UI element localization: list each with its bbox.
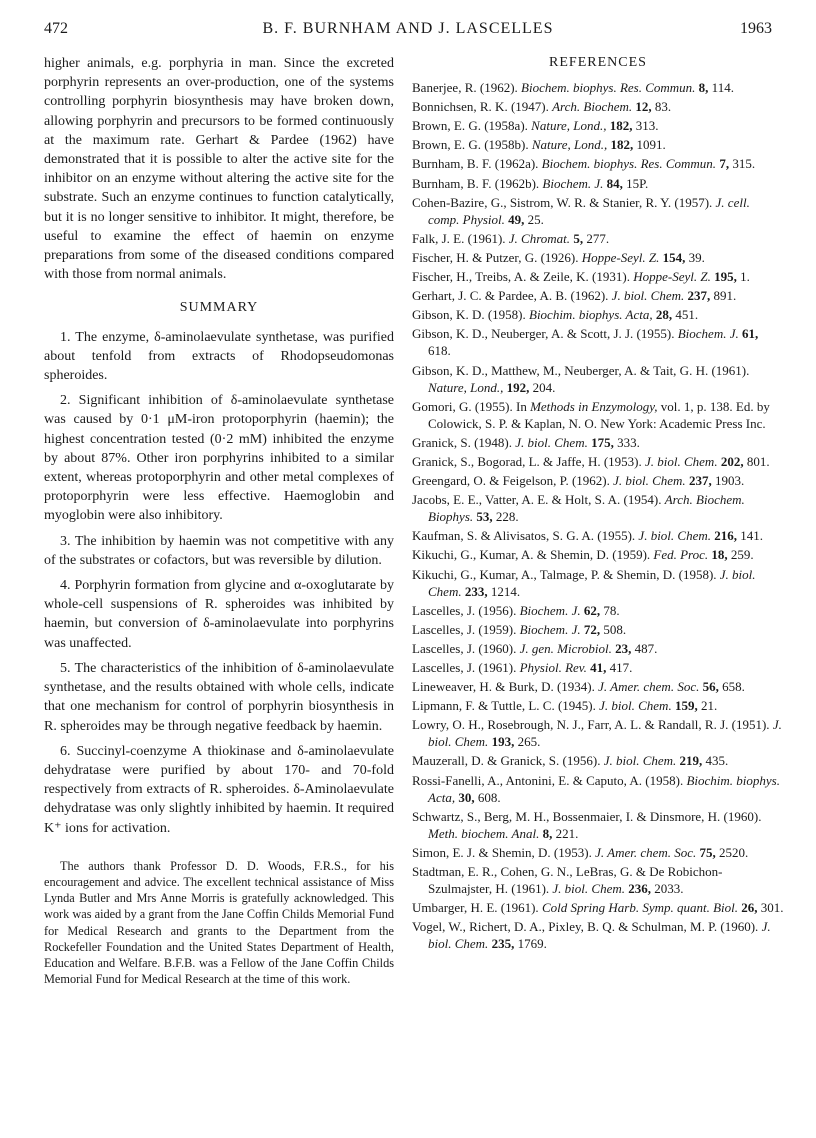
journal-year: 1963 bbox=[740, 20, 772, 37]
reference-pages: 25. bbox=[527, 211, 544, 227]
reference-entry bbox=[412, 697, 784, 714]
reference-volume: 84, bbox=[606, 175, 623, 191]
reference-journal: Fed. Proc. bbox=[653, 547, 709, 563]
reference-authors: Granick, S. (1948). bbox=[412, 434, 513, 450]
reference-volume: 56, bbox=[702, 679, 719, 695]
reference-authors: Fischer, H. & Putzer, G. (1926). bbox=[412, 249, 579, 265]
summary-list bbox=[44, 328, 394, 838]
reference-volume: 41, bbox=[590, 660, 607, 675]
reference-authors: Kikuchi, G., Kumar, A. & Shemin, D. (1959). bbox=[412, 547, 651, 563]
reference-pages: 228. bbox=[495, 509, 519, 525]
references-heading: REFERENCES bbox=[549, 55, 647, 70]
reference-volume: 235, bbox=[491, 936, 515, 952]
reference-journal: J. Amer. chem. Soc. bbox=[595, 844, 697, 860]
reference-journal: Meth. biochem. Anal. bbox=[428, 825, 540, 841]
reference-pages: 1214. bbox=[490, 583, 521, 599]
reference-authors: Gomori, G. (1955). In bbox=[412, 398, 527, 414]
reference-volume: 233, bbox=[464, 583, 488, 599]
reference-entry bbox=[412, 287, 784, 304]
reference-journal: J. biol. Chem. bbox=[515, 434, 588, 450]
reference-pages: 2033. bbox=[654, 881, 684, 897]
reference-volume: 72, bbox=[583, 621, 601, 637]
reference-authors: Brown, E. G. (1958a). bbox=[412, 118, 528, 134]
reference-entry bbox=[412, 918, 784, 952]
reference-journal: J. Chromat. bbox=[508, 230, 571, 246]
summary-item-4: 4. Porphyrin formation from glycine and α-oxoglutarate by whole-cell suspensions of R. spheroides was inhibited by haemin, but conversion of δ-aminolaevulate into porphyrins was unaffected. bbox=[44, 578, 394, 651]
right-column bbox=[412, 54, 784, 955]
reference-journal: Biochem. biophys. Res. Commun. bbox=[521, 80, 696, 96]
reference-authors: Brown, E. G. (1958b). bbox=[412, 137, 529, 153]
reference-authors: Gibson, K. D. (1958). bbox=[412, 307, 526, 323]
reference-authors: Schwartz, S., Berg, M. H., Bossenmaier, I. & Dinsmore, H. (1960). bbox=[412, 808, 762, 824]
reference-pages: 891. bbox=[713, 288, 737, 304]
reference-journal: Biochim. biophys. Acta, bbox=[529, 307, 653, 323]
reference-journal: Arch. Biochem. Biophys. bbox=[428, 492, 745, 525]
reference-volume: 5, bbox=[573, 230, 584, 246]
reference-authors: Vogel, W., Richert, D. A., Pixley, B. Q. & Schulman, M. P. (1960). bbox=[412, 919, 759, 935]
reference-journal: J. gen. Microbiol. bbox=[519, 640, 612, 656]
reference-volume: 192, bbox=[506, 379, 530, 395]
reference-volume: 8, bbox=[698, 80, 709, 96]
reference-entry bbox=[412, 640, 784, 657]
reference-pages: 265. bbox=[517, 734, 541, 750]
reference-pages: 315. bbox=[732, 156, 756, 172]
reference-journal: Hoppe-Seyl. Z. bbox=[581, 249, 660, 265]
reference-entry bbox=[412, 678, 784, 695]
reference-authors: Fischer, H., Treibs, A. & Zeile, K. (1931). bbox=[412, 269, 630, 285]
running-title-authors: B. F. BURNHAM AND J. LASCELLES bbox=[262, 20, 554, 37]
reference-authors: Kaufman, S. & Alivisatos, S. G. A. (1955). bbox=[412, 528, 636, 544]
reference-entry bbox=[412, 808, 784, 842]
reference-journal: Biochim. biophys. Acta, bbox=[428, 772, 780, 805]
reference-journal: J. biol. Chem. bbox=[638, 528, 711, 544]
reference-pages: vol. 1, p. 138. Ed. by Colowick, S. P. & Kaplan, N. O. New York: Academic Press Inc. bbox=[428, 398, 770, 431]
reference-authors: Umbarger, H. E. (1961). bbox=[412, 900, 539, 916]
reference-authors: Cohen-Bazire, G., Sistrom, W. R. & Stanier, R. Y. (1957). bbox=[412, 194, 713, 210]
reference-volume: 30, bbox=[458, 789, 475, 805]
reference-volume: 49, bbox=[508, 211, 525, 227]
reference-entry bbox=[412, 472, 784, 489]
reference-journal: Nature, Lond., bbox=[531, 118, 607, 134]
reference-entry bbox=[412, 659, 784, 676]
reference-authors: Banerjee, R. (1962). bbox=[412, 80, 518, 96]
reference-entry bbox=[412, 602, 784, 619]
reference-authors: Falk, J. E. (1961). bbox=[412, 230, 506, 246]
reference-journal: Biochem. J. bbox=[677, 326, 739, 342]
reference-volume: 182, bbox=[609, 118, 633, 134]
reference-entry bbox=[412, 434, 784, 451]
reference-pages: 39. bbox=[688, 249, 705, 265]
reference-volume: 18, bbox=[711, 547, 728, 563]
reference-pages: 259. bbox=[730, 547, 754, 563]
reference-volume: 175, bbox=[591, 434, 614, 450]
reference-journal: Biochem. J. bbox=[519, 621, 581, 637]
reference-entry bbox=[412, 566, 784, 600]
reference-pages: 15P. bbox=[626, 175, 649, 191]
reference-journal: Methods in Enzymology, bbox=[530, 398, 658, 414]
reference-pages: 2520. bbox=[719, 844, 749, 860]
reference-pages: 658. bbox=[722, 679, 745, 695]
reference-volume: 62, bbox=[583, 602, 601, 618]
reference-entry bbox=[412, 230, 784, 247]
reference-entry bbox=[412, 362, 784, 396]
reference-journal: Arch. Biochem. bbox=[552, 99, 633, 115]
reference-pages: 301. bbox=[760, 900, 784, 916]
reference-entry bbox=[412, 79, 784, 96]
acknowledgement: The authors thank Professor D. D. Woods, F.R.S., for his encouragement and advice. The excellent technical assistance of Miss Lynda Butler and Mrs Anne Morris is gratefully acknowledged. This work was aided by a grant from the Jane Coffin Childs Memorial Fund for Medical Research and grants to the Department from the Rockefeller Foundation and the United States Department of Health, Education and Welfare. B.F.B. was a Fellow of the Jane Coffin Childs Memorial Fund for Medical Research at the time of this work. bbox=[44, 858, 394, 987]
reference-volume: 195, bbox=[714, 269, 737, 285]
reference-authors: Mauzerall, D. & Granick, S. (1956). bbox=[412, 753, 601, 769]
reference-entry bbox=[412, 268, 784, 285]
reference-volume: 159, bbox=[674, 698, 698, 714]
reference-volume: 154, bbox=[662, 249, 686, 265]
reference-authors: Lascelles, J. (1956). bbox=[412, 602, 517, 618]
summary-item-3: 3. The inhibition by haemin was not competitive with any of the substrates or cofactors, but was reversible by dilution. bbox=[44, 533, 394, 568]
reference-list bbox=[412, 79, 784, 952]
reference-entry bbox=[412, 716, 784, 750]
reference-authors: Rossi-Fanelli, A., Antonini, E. & Caputo, A. (1958). bbox=[412, 772, 684, 788]
reference-pages: 451. bbox=[675, 307, 699, 323]
reference-authors: Granick, S., Bogorad, L. & Jaffe, H. (1953). bbox=[412, 453, 642, 469]
reference-volume: 61, bbox=[742, 326, 759, 342]
reference-journal: J. Amer. chem. Soc. bbox=[598, 679, 700, 695]
page-number: 472 bbox=[44, 20, 68, 37]
reference-pages: 487. bbox=[634, 640, 658, 656]
reference-journal: J. cell. comp. Physiol. bbox=[428, 194, 750, 227]
reference-pages: 801. bbox=[746, 453, 770, 469]
reference-volume: 12, bbox=[635, 99, 652, 115]
reference-entry bbox=[412, 844, 784, 861]
reference-pages: 21. bbox=[700, 698, 718, 714]
reference-authors: Lowry, O. H., Rosebrough, N. J., Farr, A. L. & Randall, R. J. (1951). bbox=[412, 717, 770, 733]
reference-volume: 219, bbox=[679, 753, 703, 769]
reference-authors: Lascelles, J. (1959). bbox=[412, 621, 517, 637]
reference-entry bbox=[412, 527, 784, 544]
summary-item-1: 1. The enzyme, δ-aminolaevulate synthetase, was purified about tenfold from extracts of Rhodopseudomonas spheroides. bbox=[44, 329, 394, 384]
reference-pages: 141. bbox=[740, 528, 763, 544]
discussion-paragraph: higher animals, e.g. porphyria in man. Since the excreted porphyrin represents an over-production, one of the systems controlling porphyrin biosynthesis may have broken down, allowing porphyrin and precursors to be formed continuously at the maximum rate. Gerhart & Pardee (1962) have demonstrated that it is possible to alter the active site for the inhibitor on an enzyme without altering the active site for the substrate. Such an enzyme continues to function catalytically, but it is no longer sensitive to inhibitor. It might, therefore, be useful to examine the effect of haemin on enzyme preparations from some of the diseased conditions compared with those from normal animals. bbox=[44, 56, 394, 283]
reference-volume: 182, bbox=[610, 137, 634, 153]
reference-volume: 237, bbox=[687, 288, 711, 304]
running-header bbox=[44, 20, 772, 44]
summary-item-6: 6. Succinyl-coenzyme A thiokinase and δ-aminolaevulate dehydratase were purified by about 170- and 70-fold respectively from extracts of R. spheroides. δ-Aminolaevulate dehydratase was only slightly inhibited by haemin. It required K⁺ ions for activation. bbox=[44, 743, 394, 836]
reference-authors: Burnham, B. F. (1962a). bbox=[412, 156, 539, 172]
reference-volume: 8, bbox=[542, 825, 553, 841]
reference-pages: 508. bbox=[603, 621, 627, 637]
reference-pages: 435. bbox=[705, 753, 729, 769]
reference-entry bbox=[412, 194, 784, 228]
reference-volume: 75, bbox=[699, 844, 716, 860]
reference-authors: Kikuchi, G., Kumar, A., Talmage, P. & Shemin, D. (1958). bbox=[412, 566, 717, 582]
reference-authors: Gibson, K. D., Neuberger, A. & Scott, J. J. (1955). bbox=[412, 326, 675, 342]
reference-pages: 608. bbox=[477, 789, 501, 805]
reference-journal: Hoppe-Seyl. Z. bbox=[633, 269, 711, 285]
reference-volume: 237, bbox=[688, 473, 712, 489]
reference-entry bbox=[412, 772, 784, 806]
summary-heading: SUMMARY bbox=[179, 300, 259, 316]
reference-entry bbox=[412, 117, 784, 134]
reference-journal: Nature, Lond., bbox=[428, 379, 504, 395]
reference-authors: Gibson, K. D., Matthew, M., Neuberger, A. & Tait, G. H. (1961). bbox=[412, 362, 750, 378]
reference-pages: 618. bbox=[428, 343, 451, 359]
reference-volume: 7, bbox=[719, 156, 730, 172]
reference-pages: 417. bbox=[609, 660, 633, 675]
reference-pages: 1091. bbox=[636, 137, 666, 153]
reference-pages: 277. bbox=[586, 230, 610, 246]
reference-entry bbox=[412, 621, 784, 638]
reference-entry bbox=[412, 899, 784, 916]
reference-journal: J. biol. Chem. bbox=[599, 698, 672, 714]
reference-authors: Lineweaver, H. & Burk, D. (1934). bbox=[412, 679, 595, 695]
reference-authors: Simon, E. J. & Shemin, D. (1953). bbox=[412, 844, 592, 860]
reference-pages: 1769. bbox=[517, 936, 547, 952]
reference-pages: 221. bbox=[555, 825, 579, 841]
reference-volume: 202, bbox=[720, 453, 744, 469]
reference-volume: 216, bbox=[714, 528, 737, 544]
reference-entry bbox=[412, 398, 784, 432]
reference-pages: 333. bbox=[617, 434, 640, 450]
left-column bbox=[44, 54, 394, 987]
reference-journal: Cold Spring Harb. Symp. quant. Biol. bbox=[541, 900, 739, 916]
reference-journal: J. biol. Chem. bbox=[428, 566, 756, 599]
reference-journal: J. biol. Chem. bbox=[611, 288, 685, 304]
reference-authors: Lascelles, J. (1961). bbox=[412, 660, 517, 675]
reference-journal: Biochem. biophys. Res. Commun. bbox=[541, 156, 717, 172]
reference-volume: 23, bbox=[615, 640, 632, 656]
reference-entry bbox=[412, 752, 784, 769]
reference-authors: Bonnichsen, R. K. (1947). bbox=[412, 99, 549, 115]
reference-pages: 114. bbox=[711, 80, 734, 96]
reference-volume: 26, bbox=[741, 900, 758, 916]
reference-authors: Jacobs, E. E., Vatter, A. E. & Holt, S. A. (1954). bbox=[412, 492, 662, 508]
reference-journal: J. biol. Chem. bbox=[603, 753, 677, 769]
reference-authors: Stadtman, E. R., Cohen, G. N., LeBras, G. & De Robichon-Szulmajster, H. (1961). bbox=[412, 864, 723, 897]
reference-entry bbox=[412, 98, 784, 115]
reference-journal: J. biol. Chem. bbox=[645, 453, 718, 469]
reference-pages: 1903. bbox=[714, 473, 745, 489]
reference-authors: Greengard, O. & Feigelson, P. (1962). bbox=[412, 473, 610, 489]
reference-authors: Burnham, B. F. (1962b). bbox=[412, 175, 540, 191]
reference-entry bbox=[412, 546, 784, 563]
reference-volume: 28, bbox=[655, 307, 673, 323]
reference-journal: Nature, Lond., bbox=[531, 137, 608, 153]
reference-journal: Biochem. J. bbox=[519, 602, 581, 618]
reference-entry bbox=[412, 453, 784, 470]
reference-entry bbox=[412, 175, 784, 192]
reference-entry bbox=[412, 249, 784, 266]
reference-journal: Physiol. Rev. bbox=[519, 660, 587, 675]
reference-entry bbox=[412, 155, 784, 172]
reference-pages: 313. bbox=[635, 118, 659, 134]
reference-entry bbox=[412, 325, 784, 359]
reference-journal: J. biol. Chem. bbox=[552, 881, 625, 897]
reference-pages: 1. bbox=[740, 269, 750, 285]
reference-pages: 83. bbox=[654, 99, 672, 115]
reference-authors: Lascelles, J. (1960). bbox=[412, 640, 517, 656]
reference-authors: Lipmann, F. & Tuttle, L. C. (1945). bbox=[412, 698, 596, 714]
summary-item-2: 2. Significant inhibition of δ-aminolaevulate synthetase was caused by 0·1 μM-iron protoporphyrin (haemin); the highest concentration tested (0·2 mM) inhibited the enzyme by about 87%. Other iron porphyrins inhibited to a similar extent, whereas protoporphyrin and other metal complexes of protoporphyrin were less effective. Haemoglobin and myoglobin were also inhibitory. bbox=[44, 393, 394, 524]
reference-volume: 193, bbox=[491, 734, 515, 750]
reference-entry bbox=[412, 306, 784, 323]
reference-authors: Gerhart, J. C. & Pardee, A. B. (1962). bbox=[412, 288, 609, 304]
reference-journal: Biochem. J. bbox=[542, 175, 604, 191]
reference-volume: 53, bbox=[476, 509, 493, 525]
reference-journal: J. biol. Chem. bbox=[428, 717, 782, 750]
reference-pages: 204. bbox=[532, 379, 556, 395]
reference-entry bbox=[412, 136, 784, 153]
reference-entry bbox=[412, 491, 784, 525]
reference-journal: J. biol. Chem. bbox=[428, 919, 771, 952]
reference-journal: J. biol. Chem. bbox=[613, 473, 686, 489]
reference-pages: 78. bbox=[603, 602, 620, 618]
reference-volume: 236, bbox=[628, 881, 651, 897]
reference-entry bbox=[412, 863, 784, 897]
summary-item-5: 5. The characteristics of the inhibition of δ-aminolaevulate synthetase, and the results obtained with whole cells, indicate that one mechanism for control of porphyrin biosynthesis in R. spheroides may be through negative feedback by haemin. bbox=[44, 660, 394, 734]
